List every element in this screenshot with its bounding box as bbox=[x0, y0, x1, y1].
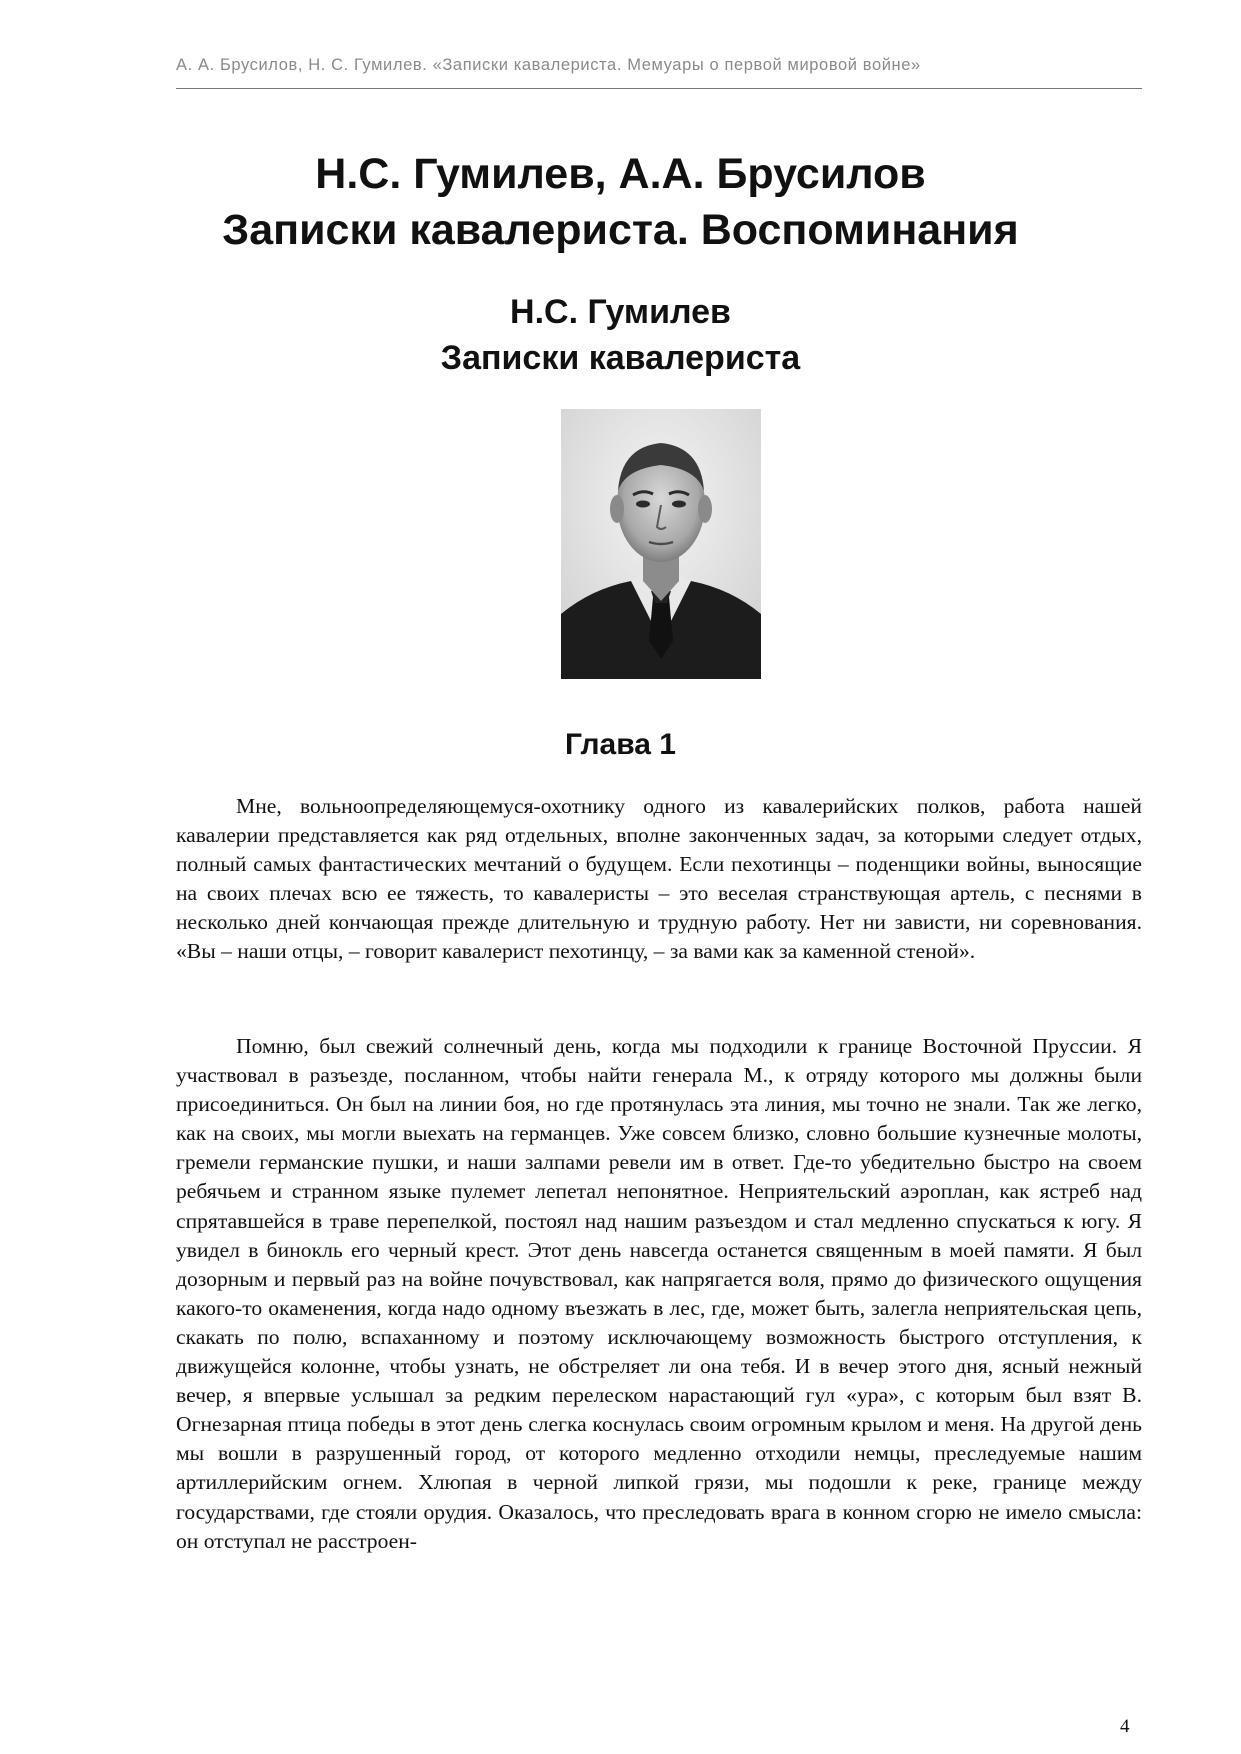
header-rule bbox=[176, 88, 1142, 89]
body-paragraph-1: Мне, вольноопределяющемуся-охотнику одного из кавалерийских полков, работа нашей кавалерии представляется как ряд отдельных, вполне законченных задач, за которыми следует отдых, полный самых фантастических мечтаний о будущем. Если пехотинцы – поденщики войны, выносящие на своих плечах всю ее тяжесть, то кавалеристы – это веселая странствующая артель, с песнями в несколько дней кончающая прежде длительную и трудную работу. Нет ни зависти, ни соревнования. «Вы – наши отцы, – говорит кавалерист пехотинцу, – за вами как за каменной стеной». bbox=[176, 794, 1142, 964]
subtitle-author: Н.С. Гумилев bbox=[510, 293, 731, 331]
author-portrait bbox=[561, 409, 761, 679]
page-number: 4 bbox=[1120, 1716, 1130, 1737]
body-paragraph-2: Помню, был свежий солнечный день, когда мы подходили к границе Восточной Пруссии. Я участвовал в разъезде, посланном, чтобы найти генерала М., к отряду которого мы должны были присоединиться. Он был на линии боя, но где протянулась эта линия, мы точно не знали. Так же легко, как на своих, мы могли выехать на германцев. Уже совсем близко, словно большие кузнечные молоты, гремели германские пушки, и наши залпами ревели им в ответ. Где-то убедительно быстро на своем ребячьем и странном языке пулемет лепетал непонятное. Неприятельский аэроплан, как ястреб над спрятавшейся в траве перепелкой, постоял над нашим разъездом и стал медленно спускаться к югу. Я увидел в бинокль его черный крест. Этот день навсегда останется священным в моей памяти. Я был дозорным и первый раз на войне почувствовал, как напрягается воля, прямо до физического ощущения какого-то окаменения, когда надо одному въезжать в лес, где, может быть, залегла неприятельская цепь, скакать по полю, вспаханному и поэтому исключающему возможность быстрого отступления, к движущейся колонне, чтобы узнать, не обстреляет ли она тебя. И в вечер этого дня, ясный нежный вечер, я впервые услышал за редким перелеском нарастающий гул «ура», с которым был взят В. Огнезарная птица победы в этот день слегка коснулась своим огромным крылом и меня. На другой день мы вошли в разрушенный город, от которого медленно отходили немцы, преследуемые нашим артиллерийским огнем. Хлюпая в черной липкой грязи, мы подошли к реке, границе между государствами, где стояли орудия. Оказалось, что преследовать врага в конном сгорю не имело смысла: он отступал не расстроен- bbox=[176, 1034, 1142, 1553]
running-header: А. А. Брусилов, Н. С. Гумилев. «Записки кавалериста. Мемуары о первой мировой войне» bbox=[176, 56, 921, 74]
chapter-heading: Глава 1 bbox=[564, 728, 676, 761]
page-title-line-2: Записки кавалериста. Воспоминания bbox=[222, 206, 1019, 254]
page-title-line-1: Н.С. Гумилев, А.А. Брусилов bbox=[315, 150, 926, 198]
portrait-photo bbox=[561, 409, 761, 679]
subtitle-work: Записки кавалериста bbox=[440, 339, 801, 377]
